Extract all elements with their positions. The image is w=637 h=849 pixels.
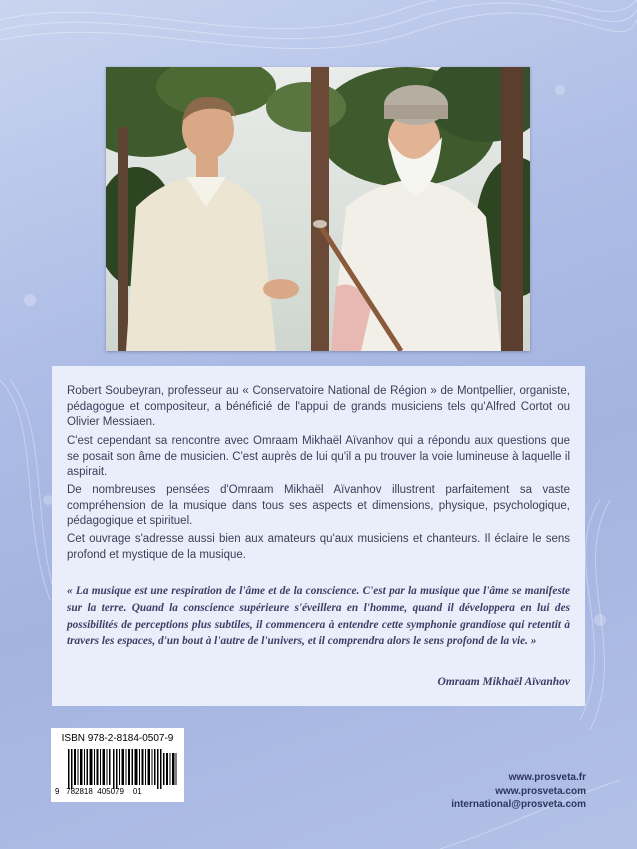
cover-photo [106,67,530,351]
quote-author: Omraam Mikhaël Aïvanhov [437,676,570,688]
website-fr-link[interactable]: www.prosveta.fr [508,772,586,783]
isbn-label: ISBN 978-2-8184-0507-9 [61,733,174,744]
paragraph-encounter: C'est cependant sa rencontre avec Omraam Mikhaël Aïvanhov qui a répondu aux questions que se posait son âme de musicien. C'est auprès de lui qu'il a pu trouver la voie lumineuse à laquelle il aspirait. [67,435,570,478]
paragraph-author-bio: Robert Soubeyran, professeur au « Conservatoire National de Région » de Montpellier, organiste, pédagogue et compositeur, a bénéficié de l'appui de grands musiciens tels qu'Alfred Cortot ou Olivier Messiaen. [67,385,570,428]
publisher-contact [451,771,586,812]
barcode-digits: 9 782818 405079 01 [55,787,142,796]
isbn-barcode [51,728,184,802]
photo-illustration [106,67,530,351]
email-link[interactable]: international@prosveta.com [451,799,586,810]
website-com-link[interactable]: www.prosveta.com [495,785,586,797]
quote-text: « La musique est une respiration de l'âme et de la conscience. C'est par la musique que l'âme se manifeste sur la terre. Quand la conscience supérieure s'éveillera en l'homme, quand il développera en lui des possibilités de perceptions plus subtiles, il commencera à entendre cette symphonie grandiose qui retentit à travers les espaces, d'un bout à l'autre de l'univers, et il comprendra alors le sens profond de la vie. » [67,585,570,648]
paragraph-thoughts: De nombreuses pensées d'Omraam Mikhaël Aïvanhov illustrent parfaitement sa vaste compréhension de la musique dans tous ses aspects et dimensions, physique, psychologique, pédagogique et spirituel. [67,484,570,527]
barcode-bars [68,749,168,789]
barcode-addon-bars [163,749,177,785]
description-panel [52,366,585,706]
paragraph-audience: Cet ouvrage s'adresse aussi bien aux amateurs qu'aux musiciens et chanteurs. Il éclaire le sens profond et mystique de la musique. [67,533,570,561]
